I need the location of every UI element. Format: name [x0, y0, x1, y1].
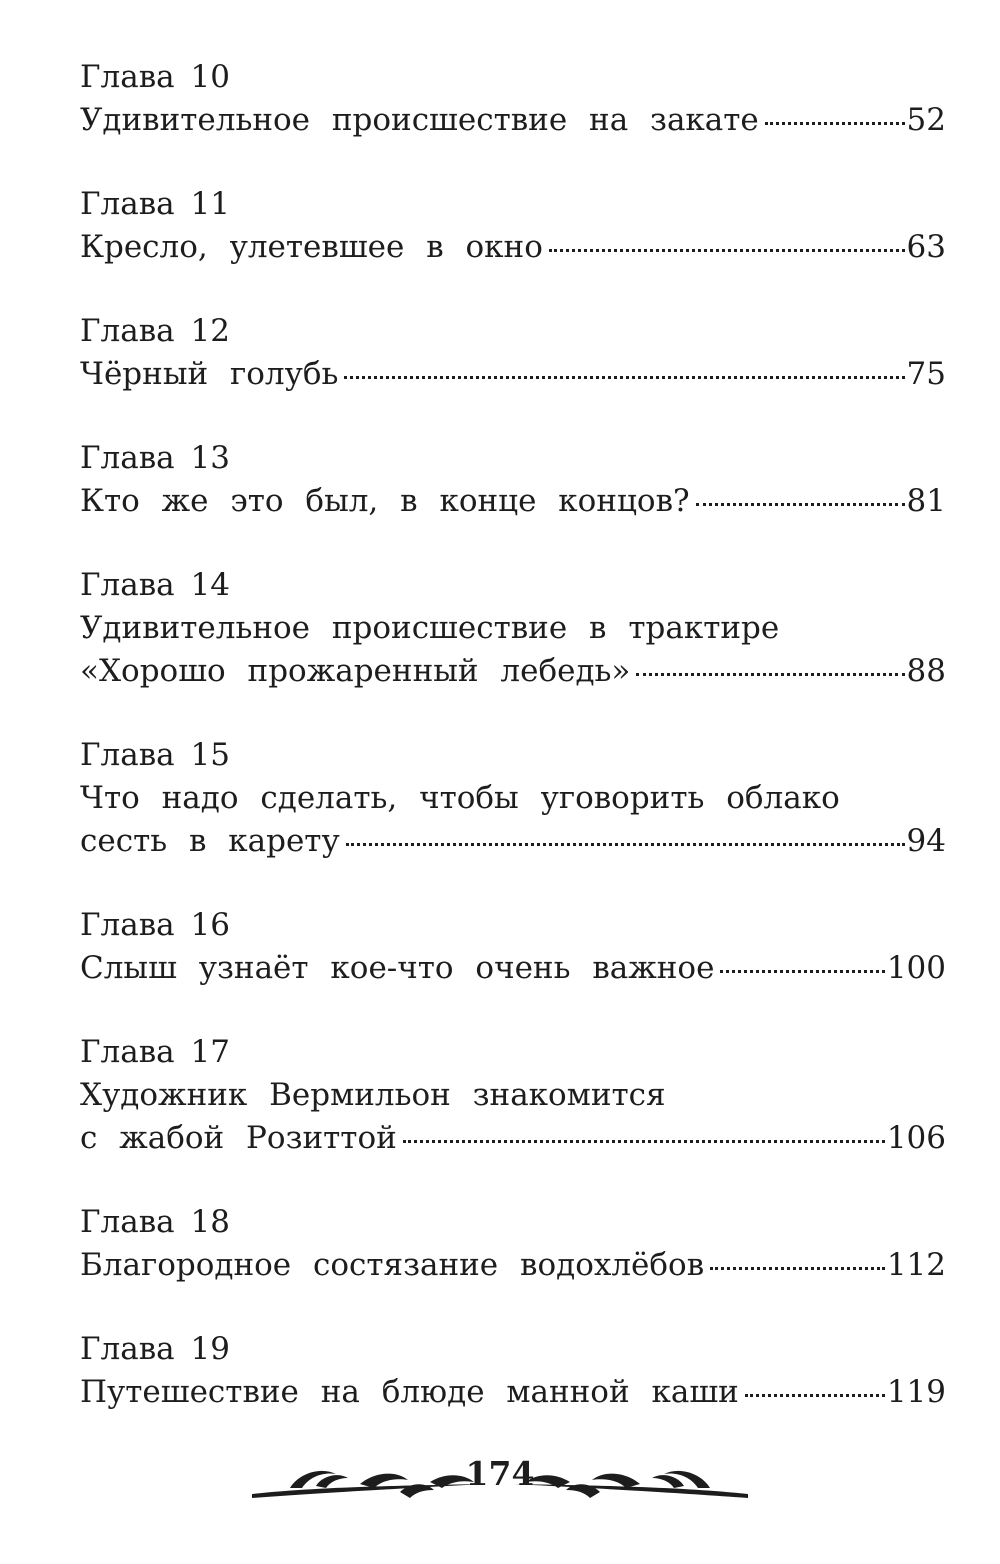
chapter-title: Кто же это был, в конце концов?	[80, 483, 690, 519]
page-number: 112	[886, 1247, 946, 1283]
page-number: 119	[886, 1374, 946, 1410]
chapter-title: с жабой Розиттой	[80, 1120, 397, 1156]
chapter-label: Глава 18	[80, 1204, 230, 1240]
toc-title-line	[80, 99, 946, 142]
chapter-title-first-line: Художник Вермильон знакомится	[80, 1077, 666, 1113]
chapter-title-first-line: Удивительное происшествие в трактире	[80, 610, 780, 646]
toc-entry-18	[80, 1201, 946, 1287]
dot-leader	[346, 843, 905, 846]
dot-leader	[636, 673, 904, 676]
chapter-label: Глава 11	[80, 186, 230, 222]
dot-leader	[765, 122, 905, 125]
page-number: 100	[886, 950, 946, 986]
chapter-label: Глава 13	[80, 440, 230, 476]
toc-title-line	[80, 480, 946, 523]
page-number: 63	[906, 229, 946, 265]
page-number: 81	[906, 483, 946, 519]
dot-leader	[403, 1140, 885, 1143]
toc-entry-19	[80, 1328, 946, 1414]
toc-entry-16	[80, 904, 946, 990]
page-number: 52	[906, 102, 946, 138]
toc-title-line	[80, 1117, 946, 1160]
page-number: 75	[906, 356, 946, 392]
chapter-title: Путешествие на блюде манной каши	[80, 1374, 739, 1410]
toc-entry-17	[80, 1031, 946, 1160]
page-number: 94	[906, 823, 946, 859]
toc-entry-15	[80, 734, 946, 863]
toc-entry-13	[80, 437, 946, 523]
table-of-contents	[80, 56, 946, 1455]
dot-leader	[710, 1267, 885, 1270]
chapter-label: Глава 14	[80, 567, 230, 603]
toc-title-line	[80, 947, 946, 990]
chapter-title: Кресло, улетевшее в окно	[80, 229, 543, 265]
page-number: 106	[886, 1120, 946, 1156]
footer-page-number: 174	[465, 1454, 535, 1493]
dot-leader	[344, 376, 904, 379]
toc-title-line	[80, 1371, 946, 1414]
toc-entry-14	[80, 564, 946, 693]
chapter-label: Глава 16	[80, 907, 230, 943]
page-number: 88	[906, 653, 946, 689]
toc-title-line	[80, 226, 946, 269]
toc-title-line	[80, 650, 946, 693]
dot-leader	[696, 503, 905, 506]
chapter-title: Слыш узнаёт кое-что очень важное	[80, 950, 715, 986]
toc-title-line	[80, 820, 946, 863]
chapter-label: Глава 12	[80, 313, 230, 349]
toc-entry-12	[80, 310, 946, 396]
toc-entry-10	[80, 56, 946, 142]
chapter-title: Благородное состязание водохлёбов	[80, 1247, 705, 1283]
chapter-label: Глава 19	[80, 1331, 230, 1367]
chapter-label: Глава 10	[80, 59, 230, 95]
chapter-label: Глава 15	[80, 737, 230, 773]
chapter-title: Чёрный голубь	[80, 356, 339, 392]
chapter-label: Глава 17	[80, 1034, 230, 1070]
dot-leader	[549, 249, 905, 252]
toc-entry-11	[80, 183, 946, 269]
chapter-title: «Хорошо прожаренный лебедь»	[80, 653, 631, 689]
page-footer	[0, 1448, 1000, 1508]
chapter-title-first-line: Что надо сделать, чтобы уговорить облако	[80, 780, 840, 816]
dot-leader	[745, 1394, 885, 1397]
dot-leader	[720, 970, 884, 973]
toc-title-line	[80, 353, 946, 396]
chapter-title: Удивительное происшествие на закате	[80, 102, 759, 138]
toc-title-line	[80, 1244, 946, 1287]
chapter-title: сесть в карету	[80, 823, 340, 859]
